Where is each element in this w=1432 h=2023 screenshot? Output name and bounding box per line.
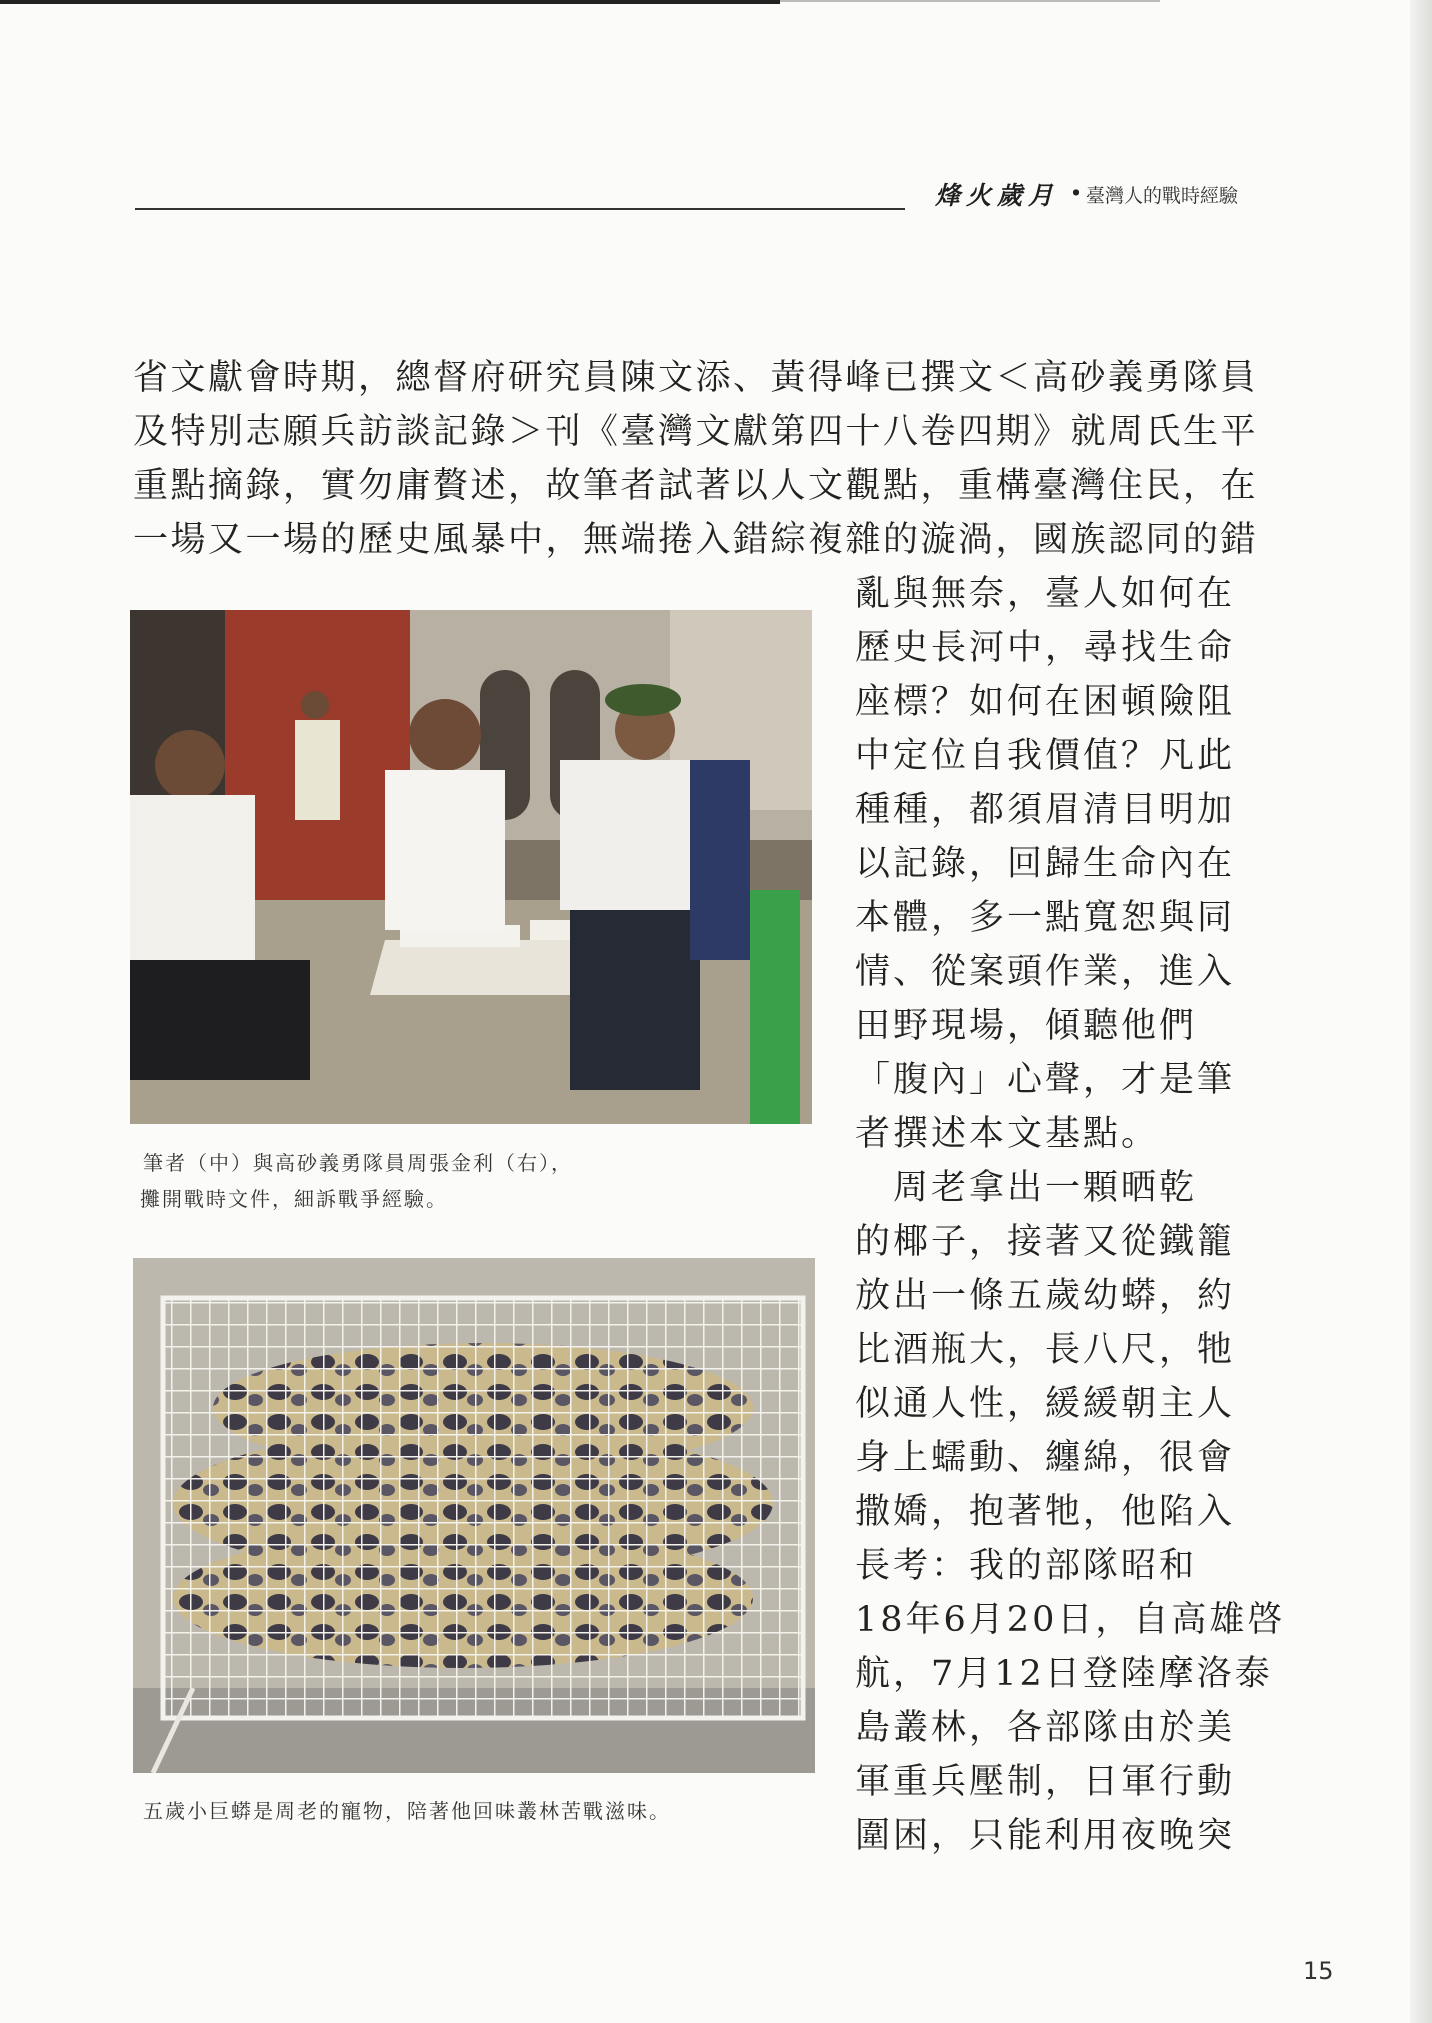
- photo-interview-caption-line-1: 筆者（中）與高砂義勇隊員周張金利（右），: [143, 1151, 573, 1175]
- body-line: 及特別志願兵訪談記錄＞刊《臺灣文獻第四十八卷四期》就周氏生平: [133, 412, 1259, 452]
- body-column-line: 亂與無奈，臺人如何在: [855, 574, 1236, 614]
- body-line: 省文獻會時期，總督府研究員陳文添、黃得峰已撰文＜高砂義勇隊員: [133, 358, 1259, 398]
- body-column-line: 田野現場，傾聽他們: [855, 1006, 1198, 1046]
- body-column-line: 18年6月20日，自高雄啓: [855, 1600, 1286, 1640]
- body-column-line: 以記錄，回歸生命內在: [855, 844, 1236, 884]
- body-column-line: 歷史長河中，尋找生命: [855, 628, 1236, 668]
- body-column-line: 長考：我的部隊昭和: [855, 1546, 1198, 1586]
- body-column-line: 放出一條五歲幼蟒，約: [855, 1276, 1236, 1316]
- body-column-line: 周老拿出一顆晒乾: [855, 1168, 1198, 1208]
- scan-top-edge: [0, 0, 780, 4]
- photo-python-caption: 五歲小巨蟒是周老的寵物，陪著他回味叢林苦戰滋味。: [143, 1799, 671, 1823]
- photo-python-cage-image: [133, 1258, 815, 1773]
- body-column-line: 種種，都須眉清目明加: [855, 790, 1236, 830]
- body-column-line: 者撰述本文基點。: [855, 1114, 1160, 1154]
- photo-interview-caption-line-2: 攤開戰時文件，細訴戰爭經驗。: [140, 1187, 448, 1211]
- body-column-line: 情、從案頭作業，進入: [855, 952, 1236, 992]
- body-column-line: 的椰子，接著又從鐵籠: [855, 1222, 1236, 1262]
- body-column-line: 島叢林，各部隊由於美: [855, 1708, 1236, 1748]
- body-column-line: 撒嬌，抱著牠，他陷入: [855, 1492, 1236, 1532]
- body-column-line: 「腹內」心聲，才是筆: [855, 1060, 1236, 1100]
- photo-python-cage: [133, 1258, 815, 1773]
- body-column-line: 本體，多一點寬恕與同: [855, 898, 1236, 938]
- body-column-line: 圍困，只能利用夜晚突: [855, 1816, 1236, 1856]
- body-column-line: 身上蠕動、纏綿，很會: [855, 1438, 1236, 1478]
- page-number: 15: [1303, 1957, 1334, 1985]
- body-column-line: 軍重兵壓制，日軍行動: [855, 1762, 1236, 1802]
- photo-interview-image: [130, 610, 812, 1124]
- scan-top-edge-light: [780, 0, 1160, 2]
- body-line: 重點摘錄，實勿庸贅述，故筆者試著以人文觀點，重構臺灣住民，在: [133, 466, 1259, 506]
- body-column-line: 中定位自我價值？凡此: [855, 736, 1236, 776]
- body-column-line: 航，7月12日登陸摩洛泰: [855, 1654, 1273, 1694]
- photo-interview: [130, 610, 812, 1124]
- body-column-line: 比酒瓶大，長八尺，牠: [855, 1330, 1236, 1370]
- header-title: 烽火歲月: [935, 181, 1060, 210]
- page-binding-shadow: [1410, 0, 1432, 2023]
- header-rule: [135, 208, 905, 210]
- body-column-line: 似通人性，緩緩朝主人: [855, 1384, 1236, 1424]
- body-column-line: 座標？如何在困頓險阻: [855, 682, 1236, 722]
- header-separator: ・: [1062, 177, 1091, 210]
- header-subtitle: 臺灣人的戰時經驗: [1086, 185, 1239, 207]
- body-line: 一場又一場的歷史風暴中，無端捲入錯綜複雜的漩渦，國族認同的錯: [133, 520, 1259, 560]
